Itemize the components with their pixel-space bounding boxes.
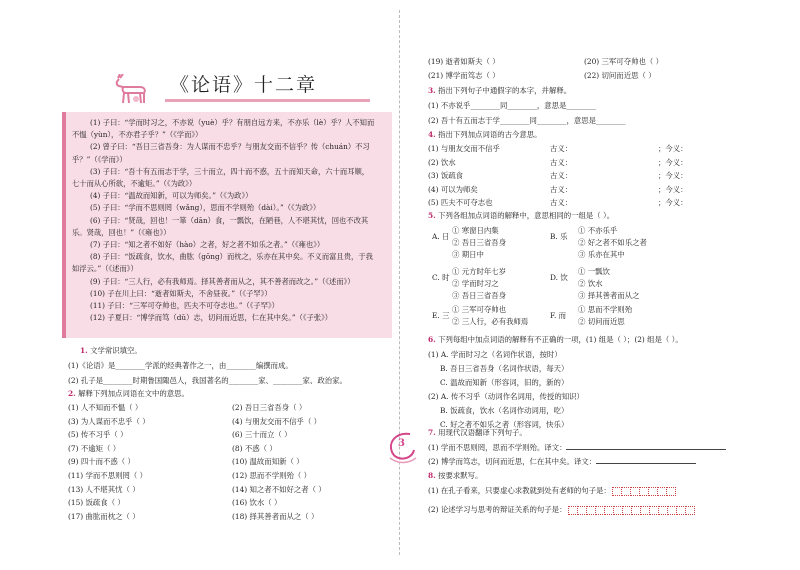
q5-option-item: ① 三军可夺帅也 [452,305,507,314]
q5-option-item: ① 思而不学则殆 [578,305,633,314]
q4-old-meaning: 古义： [550,157,573,167]
page-number: 3 [398,438,405,449]
q2-item: (2) 吾日三省吾身（ ） [232,403,307,412]
classic-line: (4) 子曰：“温故而知新，可以为师矣。”（《为政》） [90,191,253,201]
q5-option-label: C. 时 [432,273,450,282]
q5-option-item: ③ 期日中 [452,250,484,259]
q3-heading: 3. 指出下列句子中通假字的本字，并解释。 [428,86,572,95]
q5-option-label: B. 乐 [550,232,568,241]
classic-line: (7) 子曰：“知之者不如好（hào）之者，好之者不如乐之者。”（《雍也》） [90,240,325,250]
q6-option: (1) A. 学而时习之（名词作状语，按时） [428,350,562,359]
q8-heading: 8. 按要求默写。 [428,471,483,480]
q5-option-label: A. 日 [432,232,450,241]
classic-line: (10) 子在川上曰：“逝者如斯夫，不舍昼夜。”（《子罕》） [90,288,272,298]
q5-option-item: ② 好之者不如乐之者 [578,238,647,247]
q6-option: (2) A. 传不习乎（动词作名词用，传授的知识） [428,392,584,401]
classic-line: 七十而从心所欲，不逾矩。”（《为政》） [72,179,197,189]
classic-line: (12) 子夏曰：“博学而笃（dǔ）志，切问而近思，仁在其中矣。”（《子张》） [90,313,333,323]
q4-new-meaning: ；今义： [658,157,688,167]
q4-item: (1) 与朋友交而不信乎 [428,144,500,153]
q3-item-2: (2) 吾十有五而志于学________同________，意思是________ [428,116,626,125]
classic-line: (3) 子曰：“吾十有五而志于学，三十而立，四十而不惑，五十而知天命，六十而耳顺， [90,166,370,176]
q5-option-item: ② 学而时习之 [452,279,499,288]
q7-item-2: (2) 博学而笃志，切问而近思，仁在其中矣。译文： [428,456,696,466]
q2-item: (6) 三十而立（ ） [232,430,292,440]
q2-item: (10) 温故而知新（ ） [232,457,304,467]
q1-heading: 1. 文学常识填空。 [80,346,142,355]
q8-item-1: (1) 在孔子看来，只要虚心求教就到处有老师的句子是： [428,486,676,496]
q6-option: C. 温故而知新（形容词，旧的，新的） [440,378,569,387]
q5-option-item: ② 切问而近思 [578,317,625,326]
q2-item: (22) 切问而近思（ ） [584,71,656,80]
q2-item: (4) 与朋友交而不信乎（ ） [232,416,322,426]
deer-icon [110,74,154,104]
classic-line: (11) 子曰：“三军可夺帅也，匹夫不可夺志也。”（《子罕》） [90,301,279,311]
classic-line: 不愠（yùn），不亦君子乎？”（《学而》） [72,130,203,140]
q4-old-meaning: 古义： [550,184,573,194]
q2-item: (13) 人不堪其忧（ ） [68,484,140,494]
q2-item: (15) 饭疏食（ ） [68,498,125,508]
q2-item: (5) 传不习乎（ ） [68,430,128,440]
q7-item-1: (1) 学而不思则罔，思而不学则殆。译文： [428,442,726,452]
q5-option-item: ③ 吾日三省吾身 [452,291,507,300]
q4-item: (5) 匹夫不可夺志也 [428,198,493,207]
q3-item-1: (1) 不亦说乎________同________，意思是________ [428,101,597,110]
q2-item: (12) 思而不学则殆（ ） [232,471,311,480]
classic-line: 乎？”（《学而》） [72,154,127,164]
q5-option-item: ① 寒窗日内集 [452,226,499,235]
q2-item: (1) 人不知而不愠（ ） [68,403,143,412]
right-page [400,0,800,570]
q4-new-meaning: ；今义： [658,198,688,207]
classic-line: 乐。贤哉，回也！”（《雍也》） [72,227,171,237]
q2-item: (8) 不惑（ ） [232,443,277,453]
q4-item: (4) 可以为师矣 [428,184,478,194]
q2-item: (3) 为人谋而不忠乎（ ） [68,416,150,426]
q4-item: (3) 饭疏食 [428,171,463,180]
q6-heading: 6. 下列每组中加点词语的解释有不正确的一项，(1) 组是（ ）；(2) 组是（ ）。 [428,335,683,344]
q5-option-label: F. 而 [550,311,567,320]
classic-line: (1) 子曰：“学而时习之，不亦说（yuè）乎？有朋自远方来，不亦乐（lè）乎？人不知而 [90,118,375,127]
q5-option-item: ② 吾日三省吾身 [452,238,507,247]
q2-item: (19) 逝者如斯夫（ ） [428,57,500,66]
q2-item: (9) 四十而不惑（ ） [68,457,135,467]
q5-option-item: ② 三人行，必有我师焉 [452,317,529,326]
q5-option-item: ① 元方时年七岁 [452,267,507,276]
q8-item-2: (2) 论述学习与思考的辩证关系的句子是： [428,505,695,515]
q6-option: B. 饭疏食，饮水（名词作动词用，吃） [440,406,569,415]
q6-option: B. 吾日三省吾身（名词作状语，每天） [440,364,569,373]
q5-option-item: ② 饮水 [578,279,603,288]
q4-old-meaning: 古义： [550,144,573,153]
q2-item: (11) 学而不思则罔（ ） [68,471,147,480]
q5-option-label: D. 饮 [550,273,568,282]
q2-item: (21) 博学而笃志（ ） [428,71,500,80]
q4-item: (2) 饮水 [428,157,456,167]
title-underline [165,99,370,102]
q5-option-item: ③ 择其善者而从之 [578,291,640,300]
classic-line: (9) 子曰：“三人行，必有我师焉。择其善者而从之，其不善者而改之。”（《述而》） [90,276,355,286]
q2-item: (20) 三军可夺帅也（ ） [584,57,663,66]
classic-text-box [62,112,392,338]
q1-item-1: (1)《论语》是________学派的经典著作之一，由________编撰而成。 [68,361,293,370]
q5-option-item: ① 一瓢饮 [578,267,610,276]
classic-line: (8) 子曰：“饭疏食，饮水，曲肱（gōng）而枕之，乐亦在其中矣。不义而富且贵，于我 [90,252,373,262]
q5-option-label: E. 三 [432,311,450,320]
q2-item: (16) 饮水（ ） [232,498,282,508]
q5-option-item: ③ 乐亦在其中 [578,250,625,259]
q1-item-2: (2) 孔子是________时期鲁国陬邑人，我国著名的________家、________家、政治家。 [68,376,347,385]
q4-heading: 4. 指出下列加点词语的古今意思。 [428,130,542,139]
q4-new-meaning: ；今义： [658,184,688,194]
q4-old-meaning: 古义： [550,198,573,207]
q4-new-meaning: ；今义： [658,144,688,153]
classic-line: 如浮云。”（《述而》） [72,264,138,274]
q4-new-meaning: ；今义： [658,171,688,180]
q2-item: (17) 曲肱而枕之（ ） [68,511,140,521]
q5-option-item: ① 不亦乐乎 [578,226,618,235]
q5-heading: 5. 下列各组加点词语的解释中，意思相同的一组是（ ）。 [428,211,615,220]
classic-line: (2) 曾子曰：“吾日三省吾身：为人谋而不忠乎？与朋友交而不信乎？传（chuán）不习 [90,142,370,152]
answer-box[interactable] [685,506,695,515]
answer-box[interactable] [666,487,676,496]
page-title: 《论语》十二章 [170,74,318,96]
title-banner [110,72,380,104]
q7-heading: 7. 用现代汉语翻译下列句子。 [428,428,527,437]
q2-item: (14) 知之者不如好之者（ ） [232,484,326,494]
q2-item: (7) 不逾矩（ ） [68,443,121,453]
q6-option: C. 好之者不如乐之者（形容词，快乐） [440,420,569,429]
q2-item: (18) 择其善者而从之（ ） [232,511,319,521]
classic-line: (5) 子曰：“学而不思则罔（wǎng），思而不学则殆（dài）。”（《为政》） [90,203,321,213]
classic-line: (6) 子曰：“贤哉，回也！一箪（dān）食，一瓢饮，在陋巷，人不堪其忧，回也不改其 [90,215,369,225]
q2-heading: 2. 解释下列加点词语在文中的意思。 [68,389,189,398]
q4-old-meaning: 古义： [550,171,573,180]
